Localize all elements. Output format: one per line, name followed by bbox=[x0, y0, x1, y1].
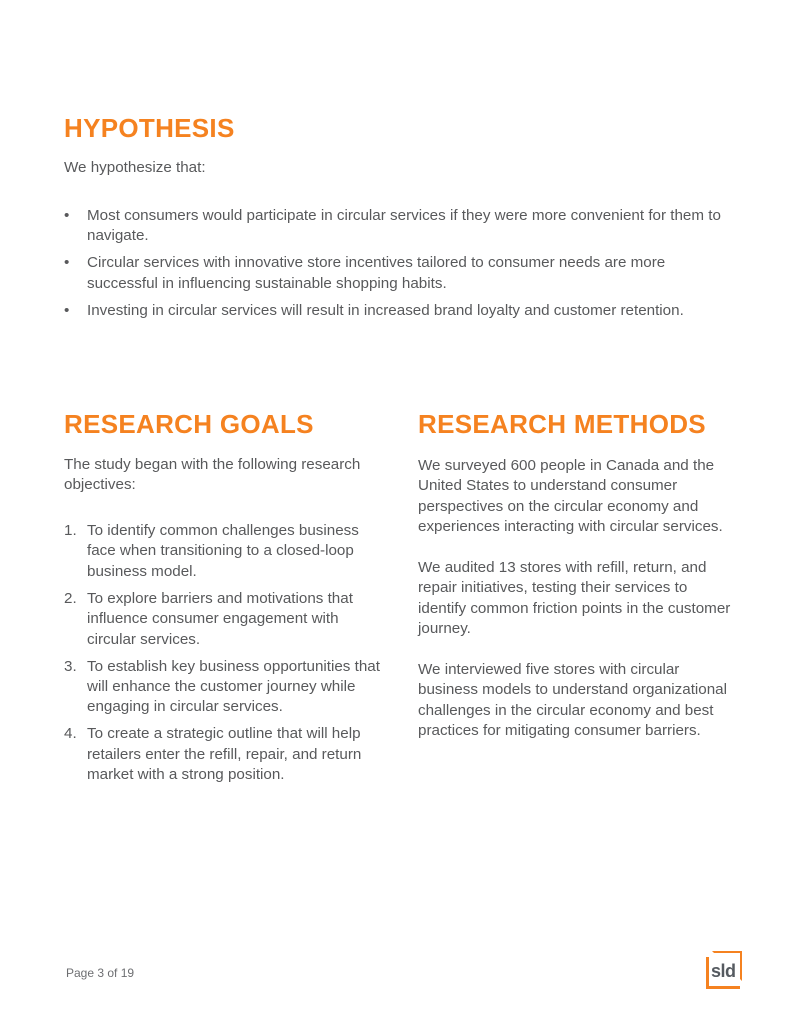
research-goals-intro: The study began with the following research objectives: bbox=[64, 456, 361, 494]
methods-paragraph: We audited 13 stores with refill, return, and repair initiatives, testing their services to identify common friction points in the customer journey. bbox=[418, 559, 731, 638]
list-number: 2. bbox=[64, 589, 77, 607]
list-item: • Circular services with innovative store incentives tailored to consumer needs are more successful in influencing sustainable shopping habits. bbox=[64, 253, 724, 294]
list-text: To explore barriers and motivations that influence consumer engagement with circular services. bbox=[87, 589, 353, 648]
list-item bbox=[64, 724, 382, 785]
hypothesis-list bbox=[64, 206, 724, 328]
list-number: 4. bbox=[64, 725, 77, 743]
research-methods-body bbox=[418, 456, 736, 742]
research-goals-list bbox=[64, 521, 382, 792]
methods-paragraph: We interviewed five stores with circular business models to understand organizational challenges in the circular economy and best practices for mitigating consumer barriers. bbox=[418, 661, 728, 740]
logo-bottom-bar bbox=[706, 986, 740, 989]
list-item: • Most consumers would participate in circular services if they were more convenient for them to navigate. bbox=[64, 206, 724, 247]
list-item: • Investing in circular services will result in increased brand loyalty and customer retention. bbox=[64, 301, 724, 321]
list-number: 3. bbox=[64, 657, 77, 675]
research-methods-heading: RESEARCH METHODS bbox=[418, 409, 706, 439]
list-item bbox=[64, 521, 382, 582]
list-item bbox=[64, 657, 382, 718]
list-number: 1. bbox=[64, 522, 77, 539]
list-text: To establish key business opportunities that will enhance the customer journey while engaging in circular services. bbox=[87, 657, 380, 716]
hypothesis-intro: We hypothesize that: bbox=[64, 159, 206, 176]
methods-paragraph: We surveyed 600 people in Canada and the United States to understand consumer perspectives on the circular economy and experiences interacting with circular services. bbox=[418, 457, 723, 536]
list-text: To create a strategic outline that will help retailers enter the refill, repair, and return market with a strong position. bbox=[87, 725, 362, 784]
logo-text: sld bbox=[711, 961, 736, 981]
list-text: To identify common challenges business face when transitioning to a closed-loop business model. bbox=[87, 522, 359, 580]
hypothesis-heading: HYPOTHESIS bbox=[64, 113, 235, 143]
sld-logo bbox=[706, 951, 742, 989]
logo-left-bar bbox=[706, 957, 709, 988]
research-goals-heading: RESEARCH GOALS bbox=[64, 409, 314, 439]
list-item bbox=[64, 589, 382, 650]
page-number: Page 3 of 19 bbox=[66, 966, 135, 980]
